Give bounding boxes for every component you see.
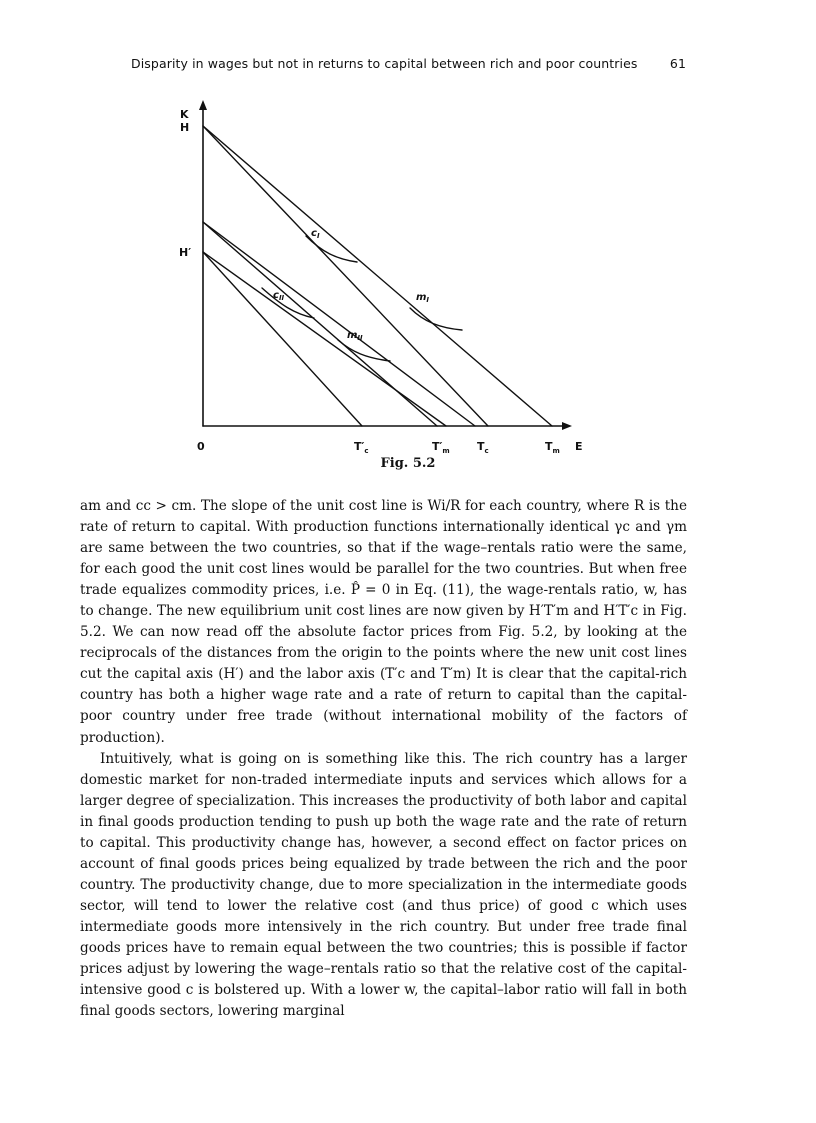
label-tm: $T_m$ [545,440,560,455]
e-axis-arrow-icon [562,422,572,430]
body-text [80,496,687,1022]
label-tc: $T_c$ [477,440,489,455]
paragraph-2: Intuitively, what is going on is something like this. The rich country has a larger domestic market for non-traded intermediate inputs and services which allows for a larger degree of specialization. This increases the productivity of both labor and capital in final goods production tending to push up both the wage rate and the rate of return to capital. This productivity change has, however, a second effect on factor prices on account of final goods prices being equalized by trade between the rich and the poor country. The productivity change, due to more specialization in the intermediate goods sector, will tend to lower the relative cost (and thus price) of good c which uses intermediate goods more intensively in the rich country. But under free trade final goods prices have to remain equal between the two countries; this is possible if factor prices adjust by lowering the wage–rentals ratio so that the relative cost of the capital-intensive good c is bolstered up. With a lower w, the capital–labor ratio will fall in both final goods sectors, lowering marginal [80,750,687,1020]
unit-cost-line-h-tm [203,126,552,426]
label-tm-prime: $T'_m$ [432,440,450,455]
axis-label-k: K [180,108,189,121]
label-tc-prime: $T'_c$ [354,440,369,455]
origin-label: 0 [197,440,205,453]
axis-label-hprime: H′ [179,246,192,259]
label-mI: $m_I$ [416,292,430,304]
label-cI: $c_I$ [311,228,320,240]
figure-5-2 [0,0,816,460]
page-number: 61 [669,56,686,71]
figure-caption: Fig. 5.2 [380,456,436,471]
axis-label-e: E [575,440,583,453]
paragraph-1: am and cc > cm. The slope of the unit cost line is Wi/R for each country, where R is the rate of return to capital. With production functions internationally identical γc and γm are same between the two countries, so that if the wage–rentals ratio were the same, for each good the unit cost lines would be parallel for the two countries. But when free trade equalizes commodity prices, i.e. P̂ = 0 in Eq. (11), the wage-rentals ratio, w, has to change. The new equilibrium unit cost lines are now given by H′T′m and H′T′c in Fig. 5.2. We can now read off the absolute factor prices from Fig. 5.2, by looking at the reciprocals of the distances from the origin to the points where the new unit cost lines cut the capital axis (H′) and the labor axis (T′c and T′m) It is clear that the capital-rich country has both a higher wage rate and a rate of return to capital than the capital-poor country under free trade (without international mobility of the factors of production). [80,498,687,746]
k-axis-arrow-icon [199,100,207,110]
running-title: Disparity in wages but not in returns to capital between rich and poor countries [131,56,638,71]
label-mII: $m_{II}$ [347,330,363,342]
unit-cost-line-hprime-tm-prime [203,252,446,426]
unit-cost-line-h-tc [203,126,488,426]
isoquant-cI [306,236,357,262]
axis-label-h: H [180,121,190,134]
label-cII: $c_{II}$ [273,290,285,302]
unit-cost-line-ii-c [203,222,437,426]
